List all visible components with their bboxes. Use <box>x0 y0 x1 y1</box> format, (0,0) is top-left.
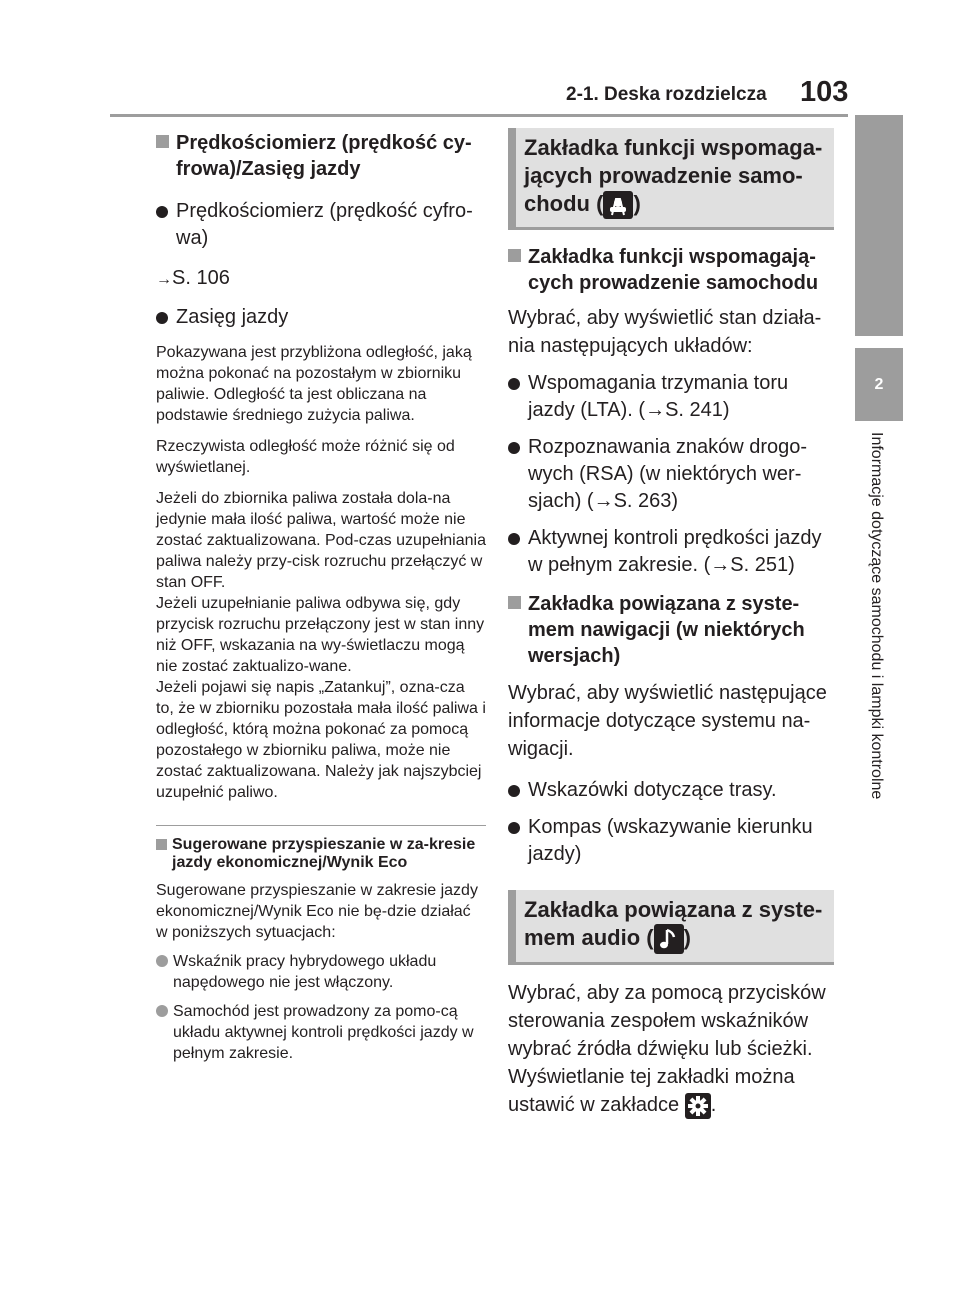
square-bullet-icon <box>508 596 521 609</box>
page-number: 103 <box>800 76 849 108</box>
bullet-icon <box>156 955 168 967</box>
chapter-title: Informacje dotyczące samochodu i lampki kontrolne <box>868 432 885 800</box>
bullet-icon <box>508 378 520 390</box>
list-item: Kompas (wskazywanie kierunku jazdy) <box>508 814 834 868</box>
section-heading: Zakładka powiązana z syste-mem nawigacji (w niektórych wersjach) <box>508 591 834 669</box>
bullet-icon <box>508 785 520 797</box>
gear-icon <box>685 1093 711 1119</box>
chapter-title-vertical <box>863 432 885 852</box>
list-item: Prędkościomierz (prędkość cyfro-wa) <box>156 198 486 252</box>
paragraph: Jeżeli do zbiornika paliwa została dola-na jedynie mała ilość paliwa, wartość może nie zostać zaktualizowana. Pod-czas uzupełniania paliwa należy przy-cisk rozruchu przełączyć w stan OFF. <box>156 490 486 591</box>
square-bullet-icon <box>156 839 167 850</box>
music-note-icon <box>654 924 684 954</box>
page-reference-link[interactable]: S. 106 <box>172 267 230 289</box>
left-column <box>156 130 486 1064</box>
page-header <box>0 0 960 115</box>
square-bullet-icon <box>156 135 169 148</box>
note-paragraph: Sugerowane przyspieszanie w zakresie jazdy ekonomicznej/Wynik Eco nie bę-dzie działać w poniższych sytuacjach: <box>156 882 478 941</box>
chapter-number-tab <box>855 348 903 421</box>
list-item: Zasięg jazdy <box>156 304 486 331</box>
section-divider <box>156 825 486 826</box>
bullet-icon <box>156 312 168 324</box>
header-divider <box>110 114 848 117</box>
note-list-item: Samochód jest prowadzony za pomo-cą układu aktywnej kontroli prędkości jazdy w pełnym zakresie. <box>156 1001 486 1064</box>
square-bullet-icon <box>508 249 521 262</box>
section-box-audio: Zakładka powiązana z syste-mem audio ( ) <box>508 890 834 965</box>
bullet-icon <box>156 1005 168 1017</box>
paragraph: Rzeczywista odległość może różnić się od wyświetlanej. <box>156 438 455 476</box>
section-heading: Zakładka funkcji wspomagają-cych prowadzenie samochodu <box>508 244 834 296</box>
paragraph: Jeżeli uzupełnianie paliwa odbywa się, gdy przycisk rozruchu przełączony jest w stan inny niż OFF, wskazania na wy-świetlaczu mogą nie zostać zaktualizo-wane. <box>156 595 485 675</box>
paragraph: Wybrać, aby za pomocą przycisków sterowania zespołem wskaźników wybrać źródła dźwięku lub ścieżki. Wyświetlanie tej zakładki można ustawić w zakładce . <box>508 979 834 1119</box>
bullet-icon <box>508 442 520 454</box>
car-driving-assist-icon <box>603 191 633 219</box>
paragraph: Jeżeli pojawi się napis „Zatankuj”, ozna-cza to, że w zbiorniku pozostała mała ilość paliwa i odległość, którą można pokonać za pomocą pozostałego w zbiorniku paliwa, może nie zostać zaktualizowana. Należy jak najszybciej uzupełnić paliwo. <box>156 679 486 801</box>
list-item: Wspomagania trzymania toru jazdy (LTA). (→S. 241) <box>508 370 834 424</box>
page-reference-link[interactable]: →S. 251) <box>710 554 795 577</box>
list-item: Rozpoznawania znaków drogo-wych (RSA) (w niektórych wer-sjach) (→S. 263) <box>508 434 834 515</box>
section-box-driving-assist: Zakładka funkcji wspomaga-jących prowadzenie samo-chodu ( ) <box>508 128 834 230</box>
paragraph: Wybrać, aby wyświetlić następujące informacje dotyczące systemu na-wigacji. <box>508 682 827 761</box>
page-reference-link[interactable]: →S. 241) <box>645 399 730 422</box>
paragraph: Pokazywana jest przybliżona odległość, jaką można pokonać na pozostałym w zbiorniku paliwie. Odległość ta jest obliczana na podstawie średniego zużycia paliwa. <box>156 344 472 424</box>
bullet-icon <box>508 822 520 834</box>
section-heading: Prędkościomierz (prędkość cy-frowa)/Zasięg jazdy <box>156 130 486 182</box>
section-title: 2-1. Deska rozdzielcza <box>566 84 767 105</box>
note-list-item: Wskaźnik pracy hybrydowego układu napędowego nie jest włączony. <box>156 951 486 993</box>
page-reference-link[interactable]: →S. 263) <box>593 490 679 513</box>
list-item: Aktywnej kontroli prędkości jazdy w pełnym zakresie. (→S. 251) <box>508 525 834 579</box>
page-reference <box>156 264 486 294</box>
bullet-icon <box>156 206 168 218</box>
chapter-number: 2 <box>874 376 884 393</box>
paragraph: Wybrać, aby wyświetlić stan działa-nia następujących układów: <box>508 307 822 358</box>
right-column <box>508 128 834 1119</box>
arrow-right-icon: → <box>156 271 172 288</box>
note-heading: Sugerowane przyspieszanie w za-kresie jazdy ekonomicznej/Wynik Eco <box>156 836 486 872</box>
list-item: Wskazówki dotyczące trasy. <box>508 777 834 804</box>
bullet-icon <box>508 533 520 545</box>
chapter-tab-bar <box>855 115 903 336</box>
